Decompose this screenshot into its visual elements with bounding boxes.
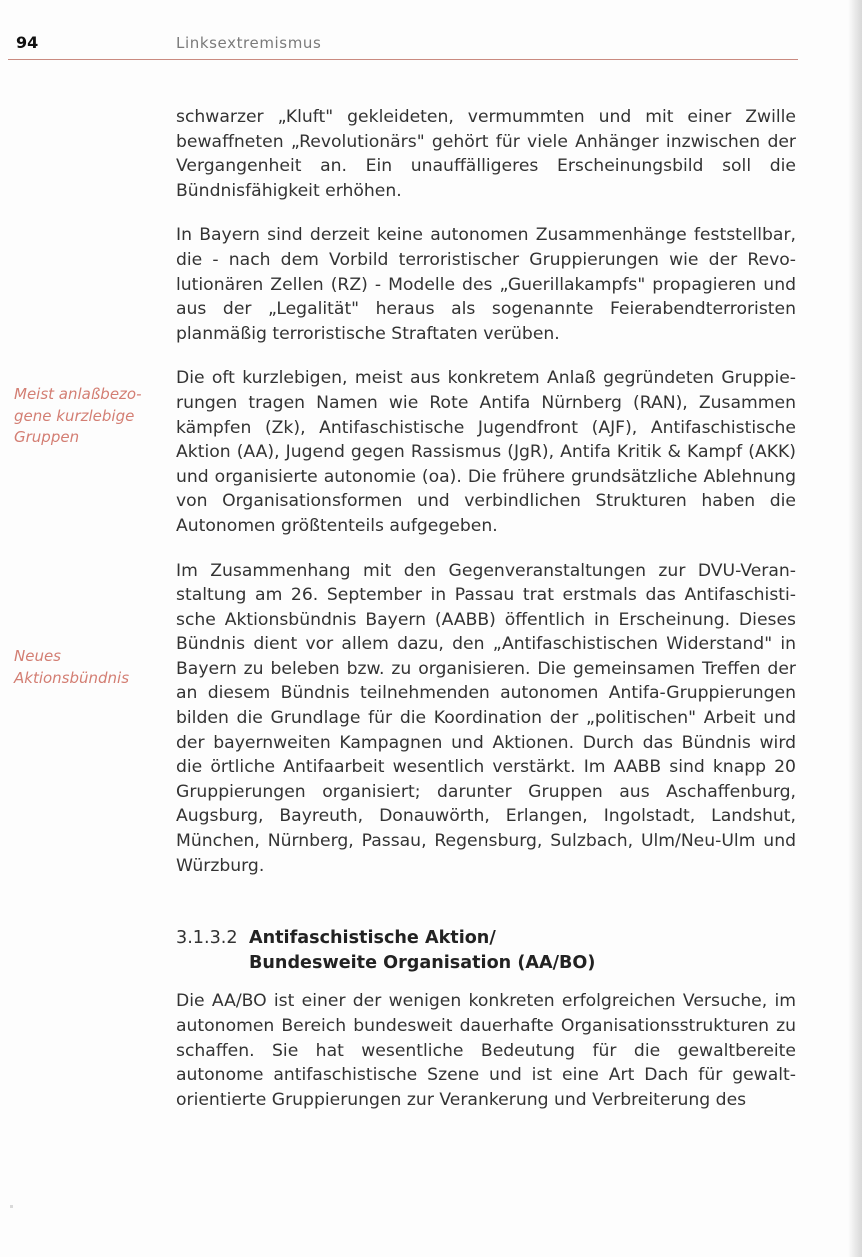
paragraph: Die AA/BO ist einer der wenigen konkreten erfolgreichen Versuche, im autonomen Bereich bundesweit dauerhafte Organisationsstrukturen zu schaffen. Sie hat wesentliche Bedeutung für die gewaltbereite autonome antifaschistische Szene und ist eine Art Dach für gewaltorientierte Gruppierungen zur Verankerung und Verbreiterung des (176, 991, 796, 1110)
section-heading (176, 926, 796, 975)
paragraph: schwarzer „Kluft" gekleideten, vermummten und mit einer Zwille bewaffneten „Revolutionärs" gehört für viele Anhänger inzwischen der Vergangenheit an. Ein unauffälligeres Erscheinungsbild soll die Bündnisfähigkeit erhöhen. (176, 107, 796, 201)
page-number: 94 (16, 33, 39, 52)
paragraph: In Bayern sind derzeit keine autonomen Zusammenhänge feststellbar, die - nach dem Vorbild terroristischer Gruppierungen wie der Revolutionären Zellen (RZ) - Modelle des „Guerillakampfs" propagieren und aus der „Legalität" heraus als sogenannte Feierabendterroristen planmäßig terroristische Straftaten verüben. (176, 225, 796, 344)
paragraph: Im Zusammenhang mit den Gegenveranstaltungen zur DVU-Veranstaltung am 26. September in Passau trat erstmals das Antifaschistische Aktionsbündnis Bayern (AABB) öffentlich in Erscheinung. Dieses Bündnis dient vor allem dazu, den „Antifaschistischen Widerstand" in Bayern zu beleben bzw. zu organisieren. Die gemeinsamen Treffen der an diesem Bündnis teilnehmenden autonomen Antifa-Gruppierungen bilden die Grundlage für die Koordination der „politischen" Arbeit und der bayernweiten Kampagnen und Aktionen. Durch das Bündnis wird die örtliche Antifaarbeit wesentlich verstärkt. Im AABB sind knapp 20 Gruppierungen organisiert; darunter Gruppen aus Aschaffenburg, Augsburg, Bayreuth, Donauwörth, Erlangen, Ingolstadt, Landshut, München, Nürnberg, Passau, Regensburg, Sulzbach, Ulm/Neu-Ulm und Würzburg. (176, 560, 796, 876)
section-title-line1: Antifaschistische Aktion/ (249, 928, 496, 949)
margin-note-line: Meist anlaßbezo- (14, 385, 142, 403)
margin-note-groups (14, 384, 154, 449)
section-number: 3.1.3.2 (176, 928, 238, 949)
margin-note-line: Gruppen (14, 428, 80, 446)
paragraph: Die oft kurzlebigen, meist aus konkretem Anlaß gegründeten Gruppierungen tragen Namen wie Rote Antifa Nürnberg (RAN), Zusammen kämpfen (Zk), Antifaschistische Jugendfront (AJF), Antifaschistische Aktion (AA), Jugend gegen Rassismus (JgR), Antifa Kritik & Kampf (AKK) und organisierte autonomie (oa). Die frühere grundsätzliche Ablehnung von Organisationsformen und verbindlichen Strukturen haben die Autonomen größtenteils aufgegeben. (176, 368, 796, 536)
margin-note-alliance (14, 646, 154, 689)
page-edge-shadow (848, 0, 862, 1257)
scan-speck (10, 1205, 13, 1208)
header-rule (8, 59, 798, 60)
margin-note-line: Neues (14, 647, 61, 665)
margin-note-line: Aktionsbündnis (14, 668, 130, 687)
body-text (176, 105, 796, 1132)
page-header (8, 33, 798, 59)
section-title-line2: Bundesweite Organisation (AA/BO) (249, 952, 596, 973)
running-title: Linksextremismus (176, 34, 322, 52)
margin-note-line: gene kurzlebige (14, 406, 135, 425)
